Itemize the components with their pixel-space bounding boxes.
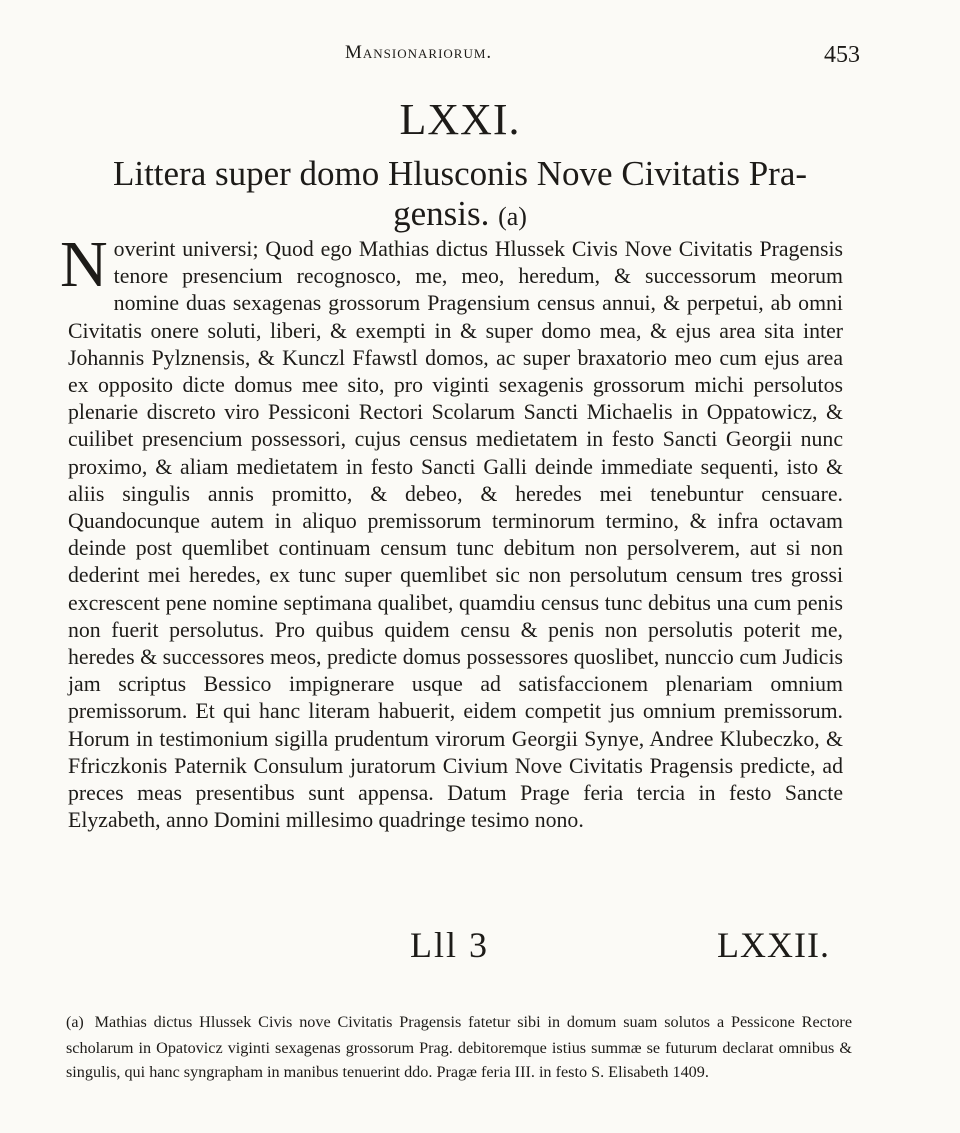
title-line-2 (60, 194, 860, 237)
footnote (66, 1010, 852, 1085)
page-number: 453 (824, 42, 860, 68)
signature-mark: Lll 3 (410, 925, 489, 965)
footnote-mark: (a) (66, 1014, 84, 1031)
footnote-reference: (a) (498, 202, 527, 231)
running-title: Mansionariorum. (345, 42, 493, 63)
catchword: LXXII. (717, 925, 830, 965)
footnote-text: Mathias dictus Hlussek Civis nove Civitatis Pragensis fatetur sibi in domum suam solutos a Pessicone Rectore scholarum in Opatovicz viginti sexagenas grossorum Prag. debitoremque istius summæ se futurum declarat omnibus & singulis, qui hanc syngrapham in manibus tenuerint ddo. Pragæ feria III. in festo S. Elisabeth 1409. (66, 1013, 853, 1081)
running-head (60, 38, 860, 78)
body-paragraph-text: overint universi; Quod ego Mathias dictus Hlussek Civis Nove Civitatis Pragensis tenore presencium recognosco, me, meo, heredum, & successorum meorum nomine duas sexagenas grossorum Pragensium census annui, & perpetui, ab omni Civitatis onere soluti, liberi, & exempti in & super domo mea, & ejus area sita inter Johannis Pylznensis, & Kunczl Ffawstl domos, ac super braxatorio meo cum ejus area ex opposito dicte domus mee sito, pro viginti sexagenis grossorum michi persolutos plenarie discreto viro Pessiconi Rectori Scolarum Sancti Michaelis in Oppatowicz, & cuilibet presencium possessori, cujus census medietatem in festo Sancti Georgii nunc proximo, & aliam medietatem in festo Sancti Galli deinde immediate sequenti, isto & aliis singulis annis promitto, & debeo, & heredes mei tenebuntur censuare. Quandocunque autem in aliquo premissorum terminorum termino, & infra octavam deinde post quemlibet continuam censum tunc debitum non persolverem, aut si non dederint mei heredes, ex tunc super quemlibet sic non persolutum censum tres grossi excrescent pene nomine septimana qualibet, quamdiu census tunc debitus una cum penis non fuerit persolutus. Pro quibus quidem censu & penis non persolutis poterit me, heredes & successores meos, predicte domus possessores quoslibet, nunccio cum Judicis jam scriptus Bessico impignerare usque ad satisfaccionem plenariam omnium premissorum. Et qui hanc literam habuerit, eidem competit jus omnium premissorum. Horum in testimonium sigilla prudentum virorum Georgii Synye, Andree Klubeczko, & Ffriczkonis Paternik Consulum juratorum Civium Nove Civitatis Pragensis predicte, ad preces meas presentibus sunt appensa. Datum Prage feria tercia in festo Sancte Elyzabeth, anno Domini millesimo quadringe tesimo nono. (68, 237, 843, 833)
body-paragraph (60, 228, 843, 834)
chapter-number: LXXI. (399, 95, 521, 144)
document-title (60, 154, 860, 237)
drop-cap: N (60, 228, 108, 301)
document-page (60, 0, 860, 1133)
bottom-line (60, 924, 860, 976)
title-line-2-text: gensis. (393, 194, 490, 233)
title-line-1: Littera super domo Hlusconis Nove Civitatis Pra- (112, 154, 808, 193)
